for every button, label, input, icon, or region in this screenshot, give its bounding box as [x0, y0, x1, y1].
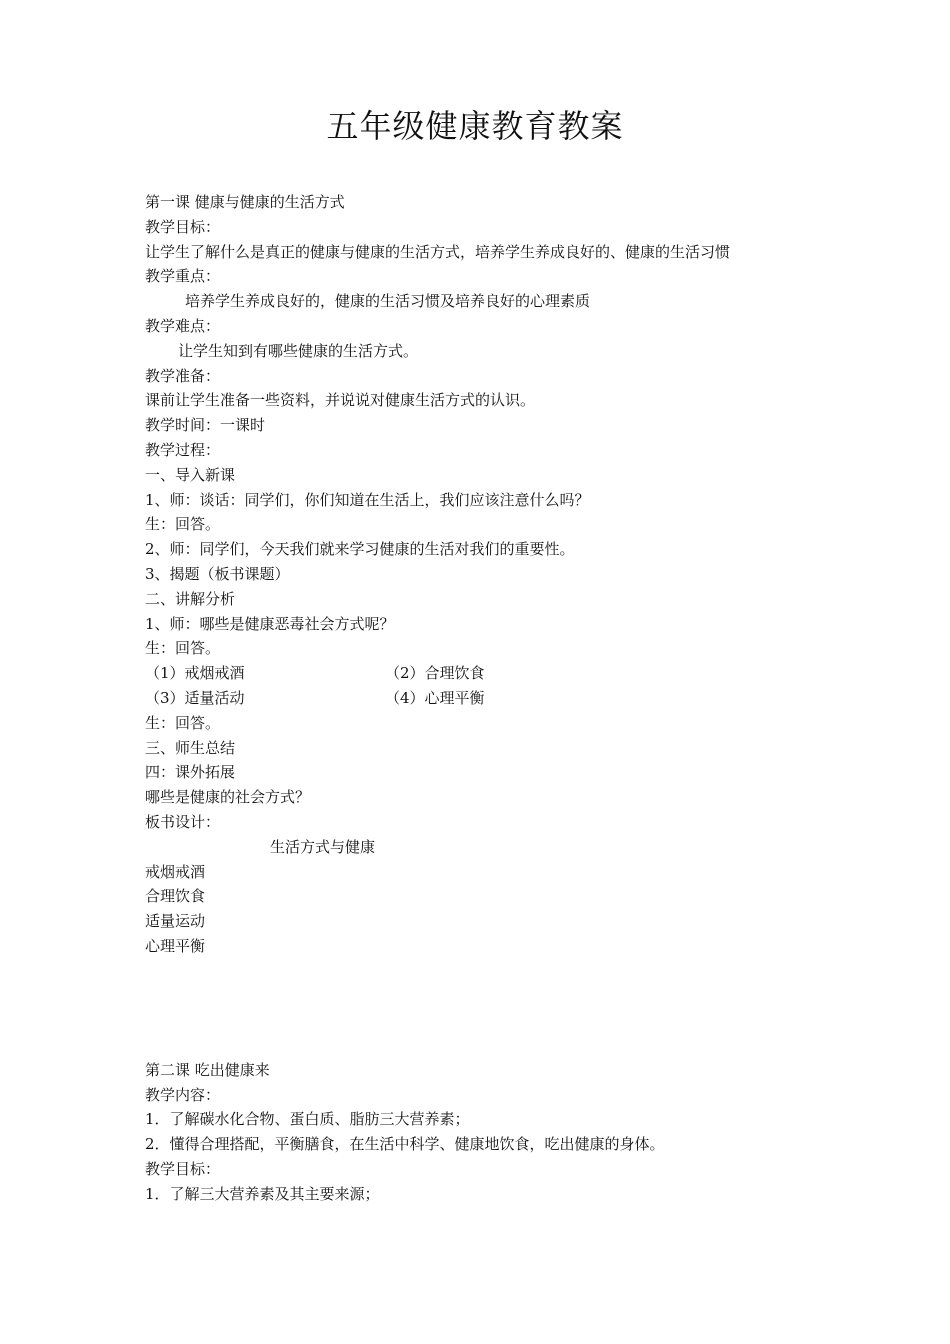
- board-title: 生活方式与健康: [270, 837, 376, 856]
- goal-label: 教学目标：: [145, 217, 221, 236]
- student-answer: 生：回答。: [145, 515, 221, 534]
- goal-label: 教学目标：: [145, 1159, 221, 1178]
- process-label: 教学过程：: [145, 440, 221, 459]
- board-item: 心理平衡: [145, 936, 206, 955]
- content-item: 1．了解碳水化合物、蛋白质、脂肪三大营养素；: [145, 1110, 470, 1129]
- prep-label: 教学准备：: [145, 366, 221, 385]
- option-item: （2）合理饮食: [385, 664, 485, 683]
- lesson1-heading: 第一课 健康与健康的生活方式: [145, 193, 345, 211]
- document-title: 五年级健康教育教案: [326, 107, 624, 145]
- focus-text: 培养学生养成良好的，健康的生活习惯及培养良好的心理素质: [185, 292, 591, 311]
- extension-question: 哪些是健康的社会方式？: [145, 788, 311, 807]
- content-label: 教学内容：: [145, 1085, 221, 1104]
- option-item: （3）适量活动: [145, 688, 245, 707]
- section-heading: 四：课外拓展: [145, 763, 236, 782]
- process-item: 1、师：谈话：同学们，你们知道在生活上，我们应该注意什么吗？: [145, 490, 590, 509]
- section-heading: 一、导入新课: [145, 465, 236, 484]
- document-body: [145, 190, 825, 1206]
- options-row: [145, 661, 825, 686]
- lesson2-heading: 第二课 吃出健康来: [145, 1060, 270, 1079]
- option-item: （4）心理平衡: [385, 688, 485, 707]
- board-item: 合理饮食: [145, 887, 206, 906]
- content-item: 2．懂得合理搭配，平衡膳食，在生活中科学、健康地饮食，吃出健康的身体。: [145, 1135, 665, 1154]
- section-spacer: [145, 959, 825, 1058]
- process-item: 2、师：同学们，今天我们就来学习健康的生活对我们的重要性。: [145, 540, 575, 559]
- difficulty-label: 教学难点：: [145, 316, 221, 335]
- focus-label: 教学重点：: [145, 267, 221, 286]
- prep-text: 课前让学生准备一些资料，并说说对健康生活方式的认识。: [145, 391, 536, 410]
- board-item: 戒烟戒酒: [145, 862, 206, 881]
- board-item: 适量运动: [145, 912, 206, 931]
- option-item: （1）戒烟戒酒: [145, 664, 245, 683]
- options-row: [145, 686, 825, 711]
- student-answer: 生：回答。: [145, 639, 221, 658]
- section-heading: 三、师生总结: [145, 738, 236, 757]
- process-item: 3、揭题（板书课题）: [145, 564, 290, 583]
- board-label: 板书设计：: [145, 812, 221, 831]
- process-item: 1、师：哪些是健康恶毒社会方式呢？: [145, 614, 395, 633]
- student-answer: 生：回答。: [145, 713, 221, 732]
- difficulty-text: 让学生知到有哪些健康的生活方式。: [178, 341, 419, 360]
- goal-text: 让学生了解什么是真正的健康与健康的生活方式，培养学生养成良好的、健康的生活习惯: [145, 242, 731, 261]
- time-text: 教学时间：一课时: [145, 416, 266, 435]
- section-heading: 二、讲解分析: [145, 589, 236, 608]
- goal-item: 1．了解三大营养素及其主要来源；: [145, 1184, 380, 1203]
